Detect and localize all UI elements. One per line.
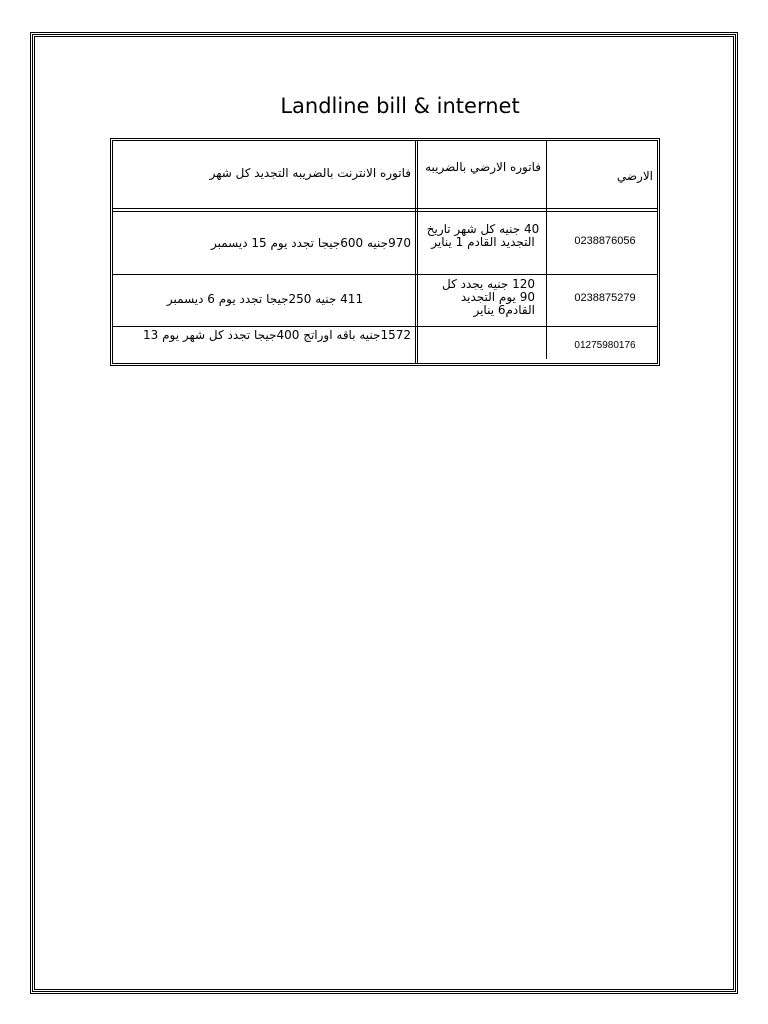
internet-bill-value: 970جنيه 600جيجا تجدد يوم 15 ديسمبر bbox=[211, 236, 411, 250]
landline-bill-value: 120 جنيه يجدد كل 90 يوم التجديد القادم6 يناير bbox=[442, 277, 535, 317]
header-landline: الارضي bbox=[616, 168, 653, 183]
bill-table bbox=[110, 138, 660, 366]
header-landline-bill: فاتوره الارضي بالضريبه bbox=[425, 160, 541, 174]
internet-bill-value: 411 جنيه 250جيجا تجدد يوم 6 ديسمبر bbox=[166, 292, 364, 306]
landline-number: 01275980176 bbox=[574, 340, 636, 351]
column-divider bbox=[415, 141, 418, 363]
internet-bill-value: 1572جنيه باقه اوراتج 400جيجا تجدد كل شهر يوم 13 bbox=[143, 328, 411, 342]
page-title: Landline bill & internet bbox=[280, 94, 520, 118]
landline-number: 0238875279 bbox=[574, 292, 636, 304]
landline-bill-value: 40 جنيه كل شهر تاريخ التجديد القادم 1 يناير bbox=[426, 222, 540, 249]
row-divider bbox=[113, 274, 657, 275]
header-internet-bill: فاتوره الانترنت بالضريبه التجديد كل شهر bbox=[209, 166, 411, 180]
header-divider bbox=[113, 208, 657, 212]
row-divider bbox=[113, 326, 657, 327]
landline-number: 0238876056 bbox=[574, 235, 636, 247]
